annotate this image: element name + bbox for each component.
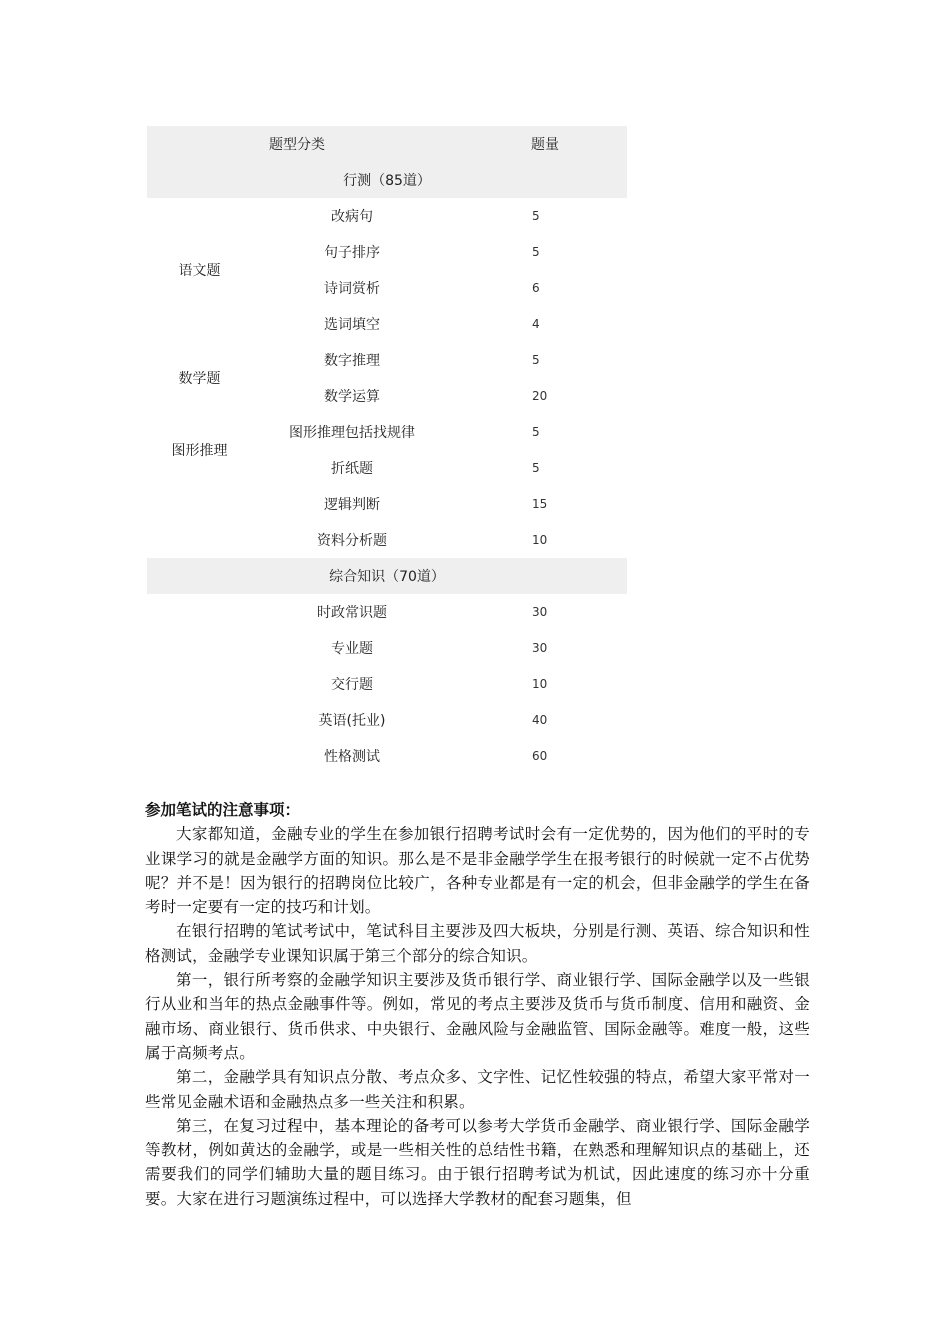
header-count: 题量 — [452, 126, 627, 162]
group-label-empty — [147, 702, 252, 738]
item-count: 40 — [532, 713, 548, 727]
table-row — [147, 342, 627, 378]
section-row — [147, 558, 627, 594]
item-count: 20 — [532, 389, 548, 403]
item-name: 英语(托业) — [318, 713, 386, 729]
item-name: 句子排序 — [324, 245, 380, 261]
item-count: 5 — [532, 245, 540, 259]
header-category: 题型分类 — [147, 126, 452, 162]
item-name: 交行题 — [331, 677, 373, 693]
group-label: 语文题 — [178, 263, 221, 279]
item-count: 10 — [532, 533, 548, 547]
item-count: 5 — [532, 461, 540, 475]
item-count: 5 — [532, 425, 540, 439]
section-title: 行测（85道） — [147, 162, 627, 198]
group-label-empty — [147, 522, 252, 558]
article-paragraph: 大家都知道，金融专业的学生在参加银行招聘考试时会有一定优势的，因为他们的平时的专业课学习的就是金融学方面的知识。那么是不是非金融学学生在报考银行的时候就一定不占优势呢？并不是！因为银行的招聘岗位比较广，各种专业都是有一定的机会，但非金融学的学生在备考时一定要有一定的技巧和计划。 — [145, 825, 810, 917]
item-count: 5 — [532, 209, 540, 223]
group-label-empty — [147, 666, 252, 702]
article-body — [145, 798, 810, 1211]
section-row — [147, 162, 627, 198]
item-count: 4 — [532, 317, 540, 331]
group-label-empty — [147, 486, 252, 522]
table-row — [147, 414, 627, 450]
table-row — [147, 522, 627, 558]
item-count: 30 — [532, 641, 548, 655]
article-paragraph: 第三，在复习过程中，基本理论的备考可以参考大学货币金融学、商业银行学、国际金融学等教材，例如黄达的金融学，或是一些相关性的总结性书籍，在熟悉和理解知识点的基础上，还需要我们的同学们辅助大量的题目练习。由于银行招聘考试为机试，因此速度的练习亦十分重要。大家在进行习题演练过程中，可以选择大学教材的配套习题集，但 — [145, 1116, 810, 1208]
section-title: 综合知识（70道） — [147, 558, 627, 594]
group-label: 数学题 — [178, 371, 221, 387]
group-label: 图形推理 — [171, 443, 228, 459]
article-paragraph: 在银行招聘的笔试考试中，笔试科目主要涉及四大板块，分别是行测、英语、综合知识和性格测试，金融学专业课知识属于第三个部分的综合知识。 — [145, 922, 810, 965]
item-count: 5 — [532, 353, 540, 367]
item-name: 资料分析题 — [317, 533, 387, 549]
table-row — [147, 630, 627, 666]
item-name: 逻辑判断 — [324, 497, 380, 513]
table-row — [147, 738, 627, 774]
item-name: 诗词赏析 — [324, 281, 380, 297]
group-label-empty — [147, 738, 252, 774]
table-row — [147, 702, 627, 738]
article-paragraph: 第二，金融学具有知识点分散、考点众多、文字性、记忆性较强的特点，希望大家平常对一些常见金融术语和金融热点多一些关注和积累。 — [145, 1068, 810, 1111]
exam-question-table — [147, 126, 627, 774]
item-count: 60 — [532, 749, 548, 763]
item-name: 改病句 — [331, 209, 373, 225]
item-count: 6 — [532, 281, 540, 295]
item-name: 专业题 — [331, 641, 373, 657]
group-label-empty — [147, 594, 252, 630]
group-label-empty — [147, 630, 252, 666]
item-name: 数学运算 — [324, 389, 380, 405]
exam-table-container — [147, 126, 627, 774]
item-count: 30 — [532, 605, 548, 619]
table-header-row — [147, 126, 627, 162]
item-name: 数字推理 — [324, 353, 380, 369]
item-name: 时政常识题 — [317, 605, 387, 621]
item-count: 10 — [532, 677, 548, 691]
table-row — [147, 198, 627, 234]
article-heading: 参加笔试的注意事项： — [145, 800, 301, 819]
article-paragraph: 第一，银行所考察的金融学知识主要涉及货币银行学、商业银行学、国际金融学以及一些银行从业和当年的热点金融事件等。例如，常见的考点主要涉及货币与货币制度、信用和融资、金融市场、商业银行、货币供求、中央银行、金融风险与金融监管、国际金融等。难度一般，这些属于高频考点。 — [145, 971, 810, 1062]
item-name: 选词填空 — [324, 317, 380, 333]
table-row — [147, 486, 627, 522]
item-count: 15 — [532, 497, 548, 511]
table-row — [147, 594, 627, 630]
item-name: 折纸题 — [331, 461, 373, 477]
table-row — [147, 666, 627, 702]
item-name: 图形推理包括找规律 — [289, 425, 415, 441]
item-name: 性格测试 — [324, 749, 380, 765]
